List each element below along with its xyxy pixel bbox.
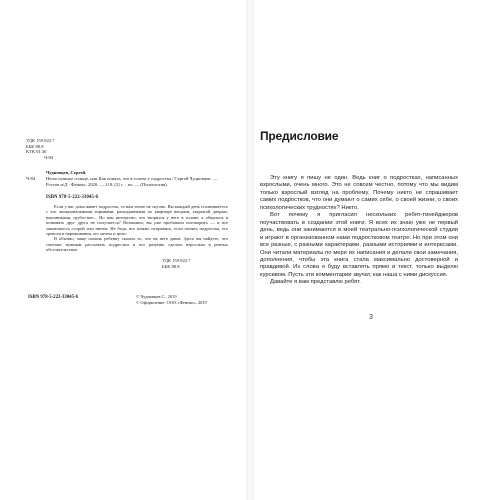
ktk-code: КТК 01.30 [26,149,47,155]
preface-paragraph: Эту книгу я пишу не один. Ведь книг о подростках, написанных взрослыми, очень много. Это не совсем честно, потому что мы видим только взрослый взгляд на проблему. Почему никто не спрашивает самих подростков, что они думают о самих себе, о своей жизни, о своих психологических трудностях? Никто. [260,175,458,211]
author-mark: Ч-84 [44,154,54,160]
book-abstract [46,204,228,253]
catalog-description: Непослушное солнце, или Как понять, что в голове у подростка / Сергей Чудновцев. — Ростов н/Д : Феникс, 2020. — 218, [2] с. : ил. — (Психология). [46,175,218,187]
page-number: 3 [369,314,373,321]
bbk-code: ББК 88.8 [162,263,180,269]
copyright-block [136,294,207,306]
catalog-author: Чудновцев, Сергей. [46,170,87,175]
preface-paragraph: Давайте я вам представлю ребят. [270,279,361,286]
copyright-design: © Оформление: ООО «Феникс», 2019 [136,299,207,305]
abstract-paragraph: Если у вас дома живет подросток, то вам точно не скучно. Вы каждый день сталкиваетесь с его эмоциональными взрывами, раскиданными по квартире вещами, закрытой дверью, наушниками, грубостью... Но вам интересно, что творится у него в голове, а общаться и понимать друг друга не получается? Возможно, вы уже пробовали поговорить — и все закончилось ссорой или ничем. Не беда, все можно исправить, если понять подростка, его тревоги и переживания, его мечты и цели. [46,204,228,237]
isbn-bottom: ISBN 978-5-222-33045-6 [28,295,78,300]
classification-codes [26,138,146,160]
preface-text [260,175,458,287]
udk-code: УДК 159.922.7 [162,258,191,263]
imprint-page [0,0,248,500]
udk-bbk-block [162,258,191,270]
udk-code: УДК 159.922.7 [26,138,55,143]
preface-page [252,0,500,500]
copyright-author: © Чудновцев С., 2019 [136,294,177,299]
abstract-paragraph: В обычно, чаще помочь ребенку сказать то, что на него давит. Здесь вы найдете, что считают нужным рассказать подростки и что разумно сделать взрослым в разных обстоятельствах. [46,236,228,253]
chapter-heading: Предисловие [260,129,339,143]
preface-paragraph: Вот почему я пригласил нескольких ребят-тинейджеров поучаствовать в создании этой книги. Я всех их знаю уже не первый день, ведь они занимаются в моей театрально-психологической студии и играют в организованном нами подростковом театре. Но при этом они все разные, с разными характерами, разными историями и интересами. Они читали материалы по мере их написания и делали свои замечания, дополнения, чтобы эта книга стала максимально достоверной и правдивой. Их слова я буду вставлять прямо в текст, только выделю курсивом. Пусть эти комментарии звучат, как наша с ними дискуссия. [260,212,458,278]
bbk-code: ББК 88.8 [26,143,44,149]
isbn-top: ISBN 978-5-222-33045-6 [46,195,99,200]
catalog-code: Ч-84 [26,175,36,181]
catalog-record [26,170,230,187]
